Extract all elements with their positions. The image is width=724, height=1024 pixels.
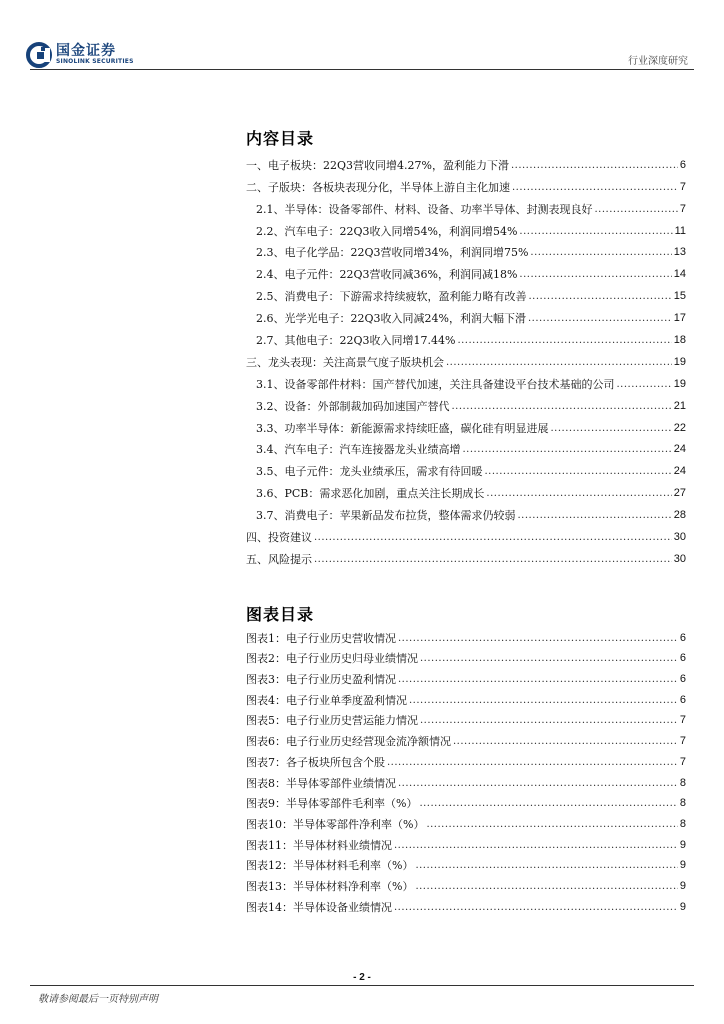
contents-entry-leader: [518, 509, 672, 522]
contents-entry[interactable]: [246, 544, 686, 566]
figure-entry[interactable]: [246, 769, 686, 790]
figures-title: 图表目录: [246, 605, 315, 624]
page-number: - 2 -: [353, 972, 371, 983]
contents-entry-leader: [528, 312, 672, 325]
figure-entry-label: 图表14：半导体设备业绩情况: [246, 900, 392, 914]
figure-entry-page: 6: [679, 652, 686, 665]
figure-entry-leader: [398, 632, 678, 645]
figure-entry-label: 图表8：半导体零部件业绩情况: [246, 776, 396, 790]
contents-entry-label: 3.7、消费电子：苹果新品发布拉货，整体需求仍较弱: [256, 509, 516, 523]
figure-entry-page: 6: [679, 673, 686, 686]
contents-entry-label: 3.6、PCB：需求恶化加剧，重点关注长期成长: [256, 487, 485, 501]
contents-entry[interactable]: [246, 172, 686, 194]
contents-entry-label: 3.5、电子元件：龙头业绩承压，需求有待回暖: [256, 465, 483, 479]
contents-entry[interactable]: [246, 478, 686, 500]
contents-entry[interactable]: [246, 369, 686, 391]
logo-english-name: SINOLINK SECURITIES: [56, 58, 134, 65]
figure-entry-leader: [419, 797, 677, 810]
contents-entry-label: 3.2、设备：外部制裁加码加速国产替代: [256, 399, 450, 413]
figure-entry-label: 图表2：电子行业历史归母业绩情况: [246, 652, 418, 666]
figure-entry-page: 9: [679, 879, 686, 892]
figure-entry-leader: [420, 714, 678, 727]
contents-entry-leader: [519, 268, 671, 281]
footer-divider: [30, 985, 694, 986]
contents-entry-label: 二、子版块：各板块表现分化，半导体上游自主化加速: [246, 180, 510, 194]
figure-entry-leader: [420, 652, 678, 665]
contents-entry-page: 19: [673, 355, 686, 368]
contents-entry[interactable]: [246, 522, 686, 544]
figure-entry-label: 图表7：各子板块所包含个股: [246, 755, 385, 769]
contents-entry-label: 2.2、汽车电子：22Q3收入同增54%，利润同增54%: [256, 224, 518, 238]
figure-entry-page: 8: [679, 797, 686, 810]
figure-entry-label: 图表6：电子行业历史经营现金流净额情况: [246, 735, 451, 749]
figure-entry-leader: [387, 756, 678, 769]
contents-entry-leader: [314, 531, 672, 544]
contents-entry-page: 18: [673, 334, 686, 347]
figures-list: [246, 624, 686, 914]
contents-entry[interactable]: [246, 347, 686, 369]
figure-entry-label: 图表3：电子行业历史盈利情况: [246, 673, 396, 687]
contents-entry[interactable]: [246, 413, 686, 435]
contents-entry[interactable]: [246, 303, 686, 325]
figure-entry-leader: [398, 673, 678, 686]
contents-entry[interactable]: [246, 435, 686, 457]
disclaimer: 敬请参阅最后一页特别声明: [38, 994, 158, 1005]
figure-entry[interactable]: [246, 893, 686, 914]
contents-entry[interactable]: [246, 281, 686, 303]
figure-entry-leader: [453, 735, 678, 748]
figure-entry-page: 7: [679, 735, 686, 748]
figure-entry-label: 图表4：电子行业单季度盈利情况: [246, 693, 407, 707]
figure-entry[interactable]: [246, 810, 686, 831]
contents-list: [246, 150, 686, 566]
contents-entry-leader: [485, 465, 672, 478]
contents-entry-leader: [314, 553, 672, 566]
figure-entry[interactable]: [246, 872, 686, 893]
contents-entry-page: 7: [679, 202, 686, 215]
sinolink-logo: [26, 40, 136, 70]
figure-entry-leader: [394, 901, 678, 914]
figure-entry-label: 图表11：半导体材料业绩情况: [246, 838, 392, 852]
contents-entry-page: 24: [673, 443, 686, 456]
contents-entry[interactable]: [246, 500, 686, 522]
figure-entry-page: 8: [679, 776, 686, 789]
contents-entry-label: 三、龙头表现：关注高景气度子版块机会: [246, 355, 444, 369]
contents-entry-label: 3.4、汽车电子：汽车连接器龙头业绩高增: [256, 443, 461, 457]
contents-entry[interactable]: [246, 391, 686, 413]
contents-entry-label: 五、风险提示: [246, 552, 312, 566]
contents-entry-page: 13: [673, 246, 686, 259]
contents-entry-page: 15: [673, 290, 686, 303]
contents-entry-page: 28: [673, 509, 686, 522]
figure-entry-leader: [409, 694, 678, 707]
header-divider: [30, 69, 694, 70]
figure-entry-page: 7: [679, 755, 686, 768]
contents-entry-page: 24: [673, 465, 686, 478]
contents-entry[interactable]: [246, 456, 686, 478]
figure-entry-leader: [426, 818, 677, 831]
contents-entry[interactable]: [246, 325, 686, 347]
contents-entry[interactable]: [246, 259, 686, 281]
contents-title: 内容目录: [246, 129, 315, 148]
figure-entry-leader: [394, 839, 678, 852]
report-type: 行业深度研究: [628, 56, 688, 67]
contents-entry-page: 11: [674, 224, 686, 237]
figure-entry[interactable]: [246, 645, 686, 666]
contents-entry-leader: [530, 246, 671, 259]
figure-entry[interactable]: [246, 748, 686, 769]
figure-entry-leader: [415, 859, 677, 872]
figure-entry-label: 图表10：半导体零部件净利率（%）: [246, 817, 425, 831]
contents-entry-label: 2.4、电子元件：22Q3营收同减36%，利润同减18%: [256, 268, 518, 282]
contents-entry-label: 3.3、功率半导体：新能源需求持续旺盛，碳化硅有明显进展: [256, 421, 549, 435]
figure-entry[interactable]: [246, 665, 686, 686]
contents-entry-label: 3.1、设备零部件材料：国产替代加速，关注具备建设平台技术基础的公司: [256, 377, 615, 391]
figure-entry[interactable]: [246, 852, 686, 873]
figure-entry[interactable]: [246, 790, 686, 811]
contents-entry-leader: [551, 422, 672, 435]
contents-entry-label: 2.1、半导体：设备零部件、材料、设备、功率半导体、封测表现良好: [256, 202, 593, 216]
logo-chinese-name: 国金证券: [56, 43, 116, 59]
figure-entry-page: 9: [679, 838, 686, 851]
figure-entry-page: 8: [679, 817, 686, 830]
contents-entry[interactable]: [246, 150, 686, 172]
contents-entry-leader: [512, 181, 678, 194]
contents-entry-leader: [519, 225, 672, 238]
contents-entry-page: 19: [673, 377, 686, 390]
contents-entry[interactable]: [246, 238, 686, 260]
contents-entry-page: 30: [673, 531, 686, 544]
figure-entry-page: 7: [679, 714, 686, 727]
contents-entry-label: 一、电子板块：22Q3营收同增4.27%，盈利能力下滑: [246, 158, 509, 172]
page-header: [0, 0, 724, 80]
contents-entry-label: 四、投资建议: [246, 531, 312, 545]
figure-entry-page: 9: [679, 859, 686, 872]
figure-entry-label: 图表13：半导体材料净利率（%）: [246, 879, 414, 893]
contents-entry-leader: [595, 203, 678, 216]
figure-entry-label: 图表9：半导体零部件毛利率（%）: [246, 797, 418, 811]
contents-entry-page: 22: [673, 421, 686, 434]
contents-entry-page: 14: [673, 268, 686, 281]
figure-entry-leader: [415, 880, 677, 893]
figure-entry-page: 9: [679, 900, 686, 913]
contents-entry-page: 6: [679, 158, 686, 171]
contents-entry-page: 21: [673, 399, 686, 412]
figure-entry-label: 图表1：电子行业历史营收情况: [246, 631, 396, 645]
contents-entry-label: 2.3、电子化学品：22Q3营收同增34%，利润同增75%: [256, 246, 529, 260]
contents-entry-page: 17: [673, 312, 686, 325]
contents-entry-page: 7: [679, 180, 686, 193]
contents-entry-label: 2.6、光学光电子：22Q3收入同减24%，利润大幅下滑: [256, 312, 526, 326]
contents-entry-leader: [452, 400, 672, 413]
figure-entry[interactable]: [246, 707, 686, 728]
figure-entry-page: 6: [679, 631, 686, 644]
contents-entry-label: 2.7、其他电子：22Q3收入同增17.44%: [256, 334, 456, 348]
contents-entry-label: 2.5、消费电子：下游需求持续疲软，盈利能力略有改善: [256, 290, 527, 304]
figure-entry-page: 6: [679, 693, 686, 706]
contents-entry-page: 27: [673, 487, 686, 500]
contents-entry[interactable]: [246, 216, 686, 238]
figure-entry[interactable]: [246, 831, 686, 852]
figure-entry-label: 图表5：电子行业历史营运能力情况: [246, 714, 418, 728]
contents-entry-leader: [511, 159, 678, 172]
contents-entry-leader: [446, 356, 672, 369]
contents-entry-leader: [463, 443, 672, 456]
contents-entry-leader: [457, 334, 671, 347]
contents-entry-page: 30: [673, 552, 686, 565]
contents-entry-leader: [529, 290, 672, 303]
figure-entry[interactable]: [246, 727, 686, 748]
figure-entry[interactable]: [246, 624, 686, 645]
contents-entry-leader: [617, 378, 672, 391]
figure-entry-leader: [398, 777, 678, 790]
figure-entry-label: 图表12：半导体材料毛利率（%）: [246, 859, 414, 873]
figure-entry[interactable]: [246, 686, 686, 707]
sinolink-logo-icon: [26, 42, 52, 68]
contents-entry[interactable]: [246, 194, 686, 216]
contents-entry-leader: [486, 487, 671, 500]
